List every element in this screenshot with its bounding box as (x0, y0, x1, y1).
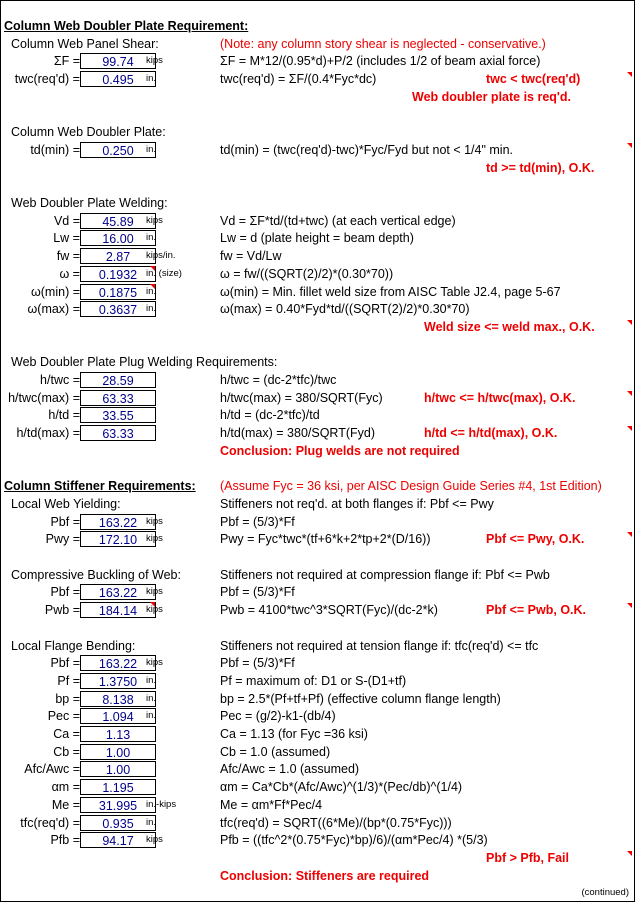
comment-marker-icon (627, 320, 632, 325)
formula-text: ω(min) = Min. fillet weld size from AISC Table J2.4, page 5-67 (220, 284, 561, 299)
formula-text: twc(req'd) = ΣF/(0.4*Fyc*dc) (220, 72, 377, 87)
variable-label: Pwb = (44, 603, 80, 618)
subsection-heading: Column Web Doubler Plate: (11, 125, 166, 140)
calc-row (0, 212, 635, 230)
calc-row (0, 583, 635, 601)
unit-label: in. (146, 143, 157, 155)
check-result: twc < twc(req'd) (486, 72, 581, 87)
formula-text: Lw = d (plate height = beam depth) (220, 231, 414, 246)
check-result: h/td <= h/td(max), O.K. (424, 426, 558, 441)
text-row (0, 867, 635, 885)
variable-label: Afc/Awc = (24, 762, 80, 777)
calc-row (0, 814, 635, 832)
text-row (0, 849, 635, 867)
variable-label: td(min) = (30, 142, 80, 157)
calc-row (0, 707, 635, 725)
calc-row (0, 672, 635, 690)
input-value-cell[interactable]: 94.17 (80, 832, 156, 848)
unit-label: kips/in. (146, 250, 176, 262)
unit-label: in. (146, 285, 157, 297)
section-heading: Column Stiffener Requirements: (4, 479, 196, 494)
input-value-cell[interactable]: 1.195 (80, 779, 156, 795)
variable-label: h/twc = (40, 373, 80, 387)
section-header-row (0, 17, 635, 35)
comment-marker-icon (627, 603, 632, 608)
variable-label: h/td = (48, 408, 80, 423)
check-result: Conclusion: Plug welds are not required (220, 443, 460, 458)
input-value-cell[interactable]: 0.1875 (80, 284, 156, 300)
input-value-cell[interactable]: 45.89 (80, 213, 156, 229)
subsection-heading: Local Web Yielding: (11, 496, 121, 511)
unit-label: kips (146, 214, 163, 226)
text-row (0, 619, 635, 637)
comment-marker-icon (150, 266, 155, 271)
section-heading: Column Web Doubler Plate Requirement: (4, 19, 249, 33)
unit-label: kips (146, 834, 163, 846)
calc-row (0, 70, 635, 88)
input-value-cell[interactable]: 0.3637 (80, 301, 156, 317)
formula-text: αm = Ca*Cb*(Afc/Awc)^(1/3)*(Pec/db)^(1/4) (220, 780, 463, 795)
input-value-cell[interactable]: 1.00 (80, 744, 156, 760)
formula-text: Ca = 1.13 (for Fyc =36 ksi) (220, 727, 368, 741)
subsection-heading: Web Doubler Plate Plug Welding Requirements: (11, 355, 278, 370)
variable-label: ω = (59, 266, 80, 281)
note-text: (Note: any column story shear is neglected - conservative.) (220, 36, 546, 51)
calc-row (0, 52, 635, 70)
unit-label: in. (146, 73, 157, 85)
calc-row (0, 229, 635, 247)
variable-label: Vd = (53, 213, 80, 228)
variable-label: h/twc(max) = (8, 390, 80, 405)
text-row (0, 566, 635, 584)
formula-text: Stiffeners not req'd. at both flanges if: Pbf <= Pwy (220, 496, 494, 511)
input-value-cell[interactable]: 31.995 (80, 797, 156, 813)
formula-text: Stiffeners not required at compression flange if: Pbf <= Pwb (220, 567, 550, 582)
text-row (0, 460, 635, 478)
input-value-cell[interactable]: 0.1932 (80, 266, 156, 282)
text-row (0, 637, 635, 655)
variable-label: Pf = (57, 673, 80, 688)
variable-label: h/td(max) = (16, 426, 80, 441)
calc-row (0, 424, 635, 442)
calc-row (0, 743, 635, 761)
unit-label: kips (146, 586, 163, 598)
calc-row (0, 406, 635, 424)
variable-label: twc(req'd) = (14, 72, 80, 87)
subsection-heading: Web Doubler Plate Welding: (11, 196, 168, 210)
check-result: Web doubler plate is req'd. (412, 89, 572, 104)
input-value-cell[interactable]: 1.094 (80, 708, 156, 724)
text-row (0, 495, 635, 513)
check-result: Pbf <= Pwb, O.K. (486, 603, 587, 618)
variable-label: Pwy = (45, 532, 80, 547)
note-text: (Assume Fyc = 36 ksi, per AISC Design Guide Series #4, 1st Edition) (220, 479, 602, 494)
input-value-cell[interactable]: 0.495 (80, 71, 156, 87)
text-row (0, 548, 635, 566)
comment-marker-icon (627, 391, 632, 396)
formula-text: Pwy = Fyc*twc*(tf+6*k+2*tp+2*(D/16)) (220, 532, 431, 547)
input-value-cell[interactable]: 163.22 (80, 514, 156, 530)
check-result: td >= td(min), O.K. (486, 160, 595, 175)
formula-text: Pfb = ((tfc^2*(0.75*Fyc)*bp)/6)/(αm*Pec/4) *(5/3) (220, 833, 488, 848)
formula-text: h/twc = (dc-2*tfc)/twc (220, 373, 337, 387)
calc-row (0, 530, 635, 548)
input-value-cell[interactable]: 1.3750 (80, 673, 156, 689)
calc-row (0, 601, 635, 619)
variable-label: αm = (51, 780, 80, 795)
formula-text: h/td = (dc-2*tfc)/td (220, 408, 320, 423)
text-row (0, 88, 635, 106)
formula-text: fw = Vd/Lw (220, 249, 282, 264)
variable-label: tfc(req'd) = (20, 815, 80, 830)
check-result: Pbf > Pfb, Fail (486, 850, 569, 865)
input-value-cell[interactable]: 1.00 (80, 761, 156, 777)
unit-label: kips (146, 657, 163, 669)
variable-label: Pbf = (50, 656, 80, 671)
calc-row (0, 300, 635, 318)
text-row (0, 35, 635, 53)
formula-text: td(min) = (twc(req'd)-twc)*Fyc/Fyd but not < 1/4" min. (220, 142, 514, 157)
formula-text: Pec = (g/2)-k1-(db/4) (220, 709, 336, 724)
subsection-heading: Compressive Buckling of Web: (11, 567, 181, 582)
unit-label: in. (size) (146, 267, 182, 279)
comment-marker-icon (627, 143, 632, 148)
input-value-cell[interactable]: 28.59 (80, 372, 156, 388)
formula-text: ω = fw/((SQRT(2)/2)*(0.30*70)) (220, 266, 394, 281)
unit-label: in. (146, 816, 157, 828)
section-header-row (0, 477, 635, 495)
text-row (0, 194, 635, 212)
comment-marker-icon (627, 72, 632, 77)
text-row (0, 176, 635, 194)
variable-label: ω(max) = (27, 302, 80, 317)
subsection-heading: Column Web Panel Shear: (11, 36, 159, 51)
calc-row (0, 141, 635, 159)
calc-row (0, 513, 635, 531)
variable-label: fw = (56, 249, 80, 264)
input-value-cell[interactable]: 184.14 (80, 602, 156, 618)
formula-text: h/twc(max) = 380/SQRT(Fyc) (220, 390, 383, 405)
calc-row (0, 831, 635, 849)
variable-label: Pfb = (50, 833, 80, 848)
comment-marker-icon (627, 426, 632, 431)
input-value-cell[interactable]: 163.22 (80, 655, 156, 671)
variable-label: Ca = (53, 727, 80, 741)
formula-text: ω(max) = 0.40*Fyd*td/((SQRT(2)/2)*0.30*70) (220, 302, 470, 317)
unit-label: kips (146, 533, 163, 545)
calc-row (0, 760, 635, 778)
input-value-cell[interactable]: 172.10 (80, 531, 156, 547)
formula-text: Pbf = (5/3)*Ff (220, 514, 295, 529)
variable-label: Cb = (53, 744, 80, 759)
unit-label: in. (146, 692, 157, 704)
variable-label: ω(min) = (31, 284, 80, 299)
formula-text: Pwb = 4100*twc^3*SQRT(Fyc)/(dc-2*k) (220, 603, 438, 618)
formula-text: Pbf = (5/3)*Ff (220, 585, 295, 600)
formula-text: Afc/Awc = 1.0 (assumed) (220, 762, 360, 777)
variable-label: Pbf = (50, 585, 80, 600)
subsection-heading: Local Flange Bending: (11, 638, 136, 653)
unit-label: kips (146, 604, 163, 616)
calc-row (0, 283, 635, 301)
calc-row (0, 796, 635, 814)
text-row (0, 353, 635, 371)
calc-row (0, 725, 635, 743)
variable-label: ΣF = (53, 54, 80, 69)
formula-text: Me = αm*Ff*Pec/4 (220, 797, 323, 812)
input-value-cell[interactable]: 63.33 (80, 425, 156, 441)
text-row (0, 159, 635, 177)
calc-row (0, 654, 635, 672)
input-value-cell[interactable]: 1.13 (80, 726, 156, 742)
unit-label: kips (146, 515, 163, 527)
variable-label: Lw = (53, 231, 80, 246)
formula-text: Stiffeners not required at tension flange if: tfc(req'd) <= tfc (220, 638, 539, 653)
calc-row (0, 690, 635, 708)
formula-text: Pbf = (5/3)*Ff (220, 656, 295, 671)
input-value-cell[interactable]: 8.138 (80, 691, 156, 707)
check-result: Pbf <= Pwy, O.K. (486, 532, 585, 547)
input-value-cell[interactable]: 0.250 (80, 142, 156, 158)
unit-label: in. (146, 710, 157, 722)
calc-row (0, 389, 635, 407)
unit-label: in. (146, 303, 157, 315)
input-value-cell[interactable]: 33.55 (80, 407, 156, 423)
input-value-cell[interactable]: 16.00 (80, 230, 156, 246)
formula-text: Pf = maximum of: D1 or S-(D1+tf) (220, 673, 407, 688)
unit-label: kips (146, 55, 163, 67)
text-row (0, 336, 635, 354)
input-value-cell[interactable]: 163.22 (80, 584, 156, 600)
formula-text: Vd = ΣF*td/(td+twc) (at each vertical edge) (220, 213, 456, 228)
input-value-cell[interactable]: 99.74 (80, 53, 156, 69)
input-value-cell[interactable]: 63.33 (80, 390, 156, 406)
text-row (0, 442, 635, 460)
unit-label: in.-kips (146, 798, 177, 810)
variable-label: Me = (51, 797, 80, 812)
formula-text: h/td(max) = 380/SQRT(Fyd) (220, 426, 376, 441)
input-value-cell[interactable]: 0.935 (80, 815, 156, 831)
formula-text: ΣF = M*12/(0.95*d)+P/2 (includes 1/2 of beam axial force) (220, 54, 541, 69)
text-row (0, 318, 635, 336)
continued-note: (continued) (581, 887, 629, 898)
formula-text: bp = 2.5*(Pf+tf+Pf) (effective column flange length) (220, 691, 501, 706)
formula-text: tfc(req'd) = SQRT((6*Me)/(bp*(0.75*Fyc))) (220, 815, 452, 830)
variable-label: Pbf = (50, 514, 80, 529)
variable-label: Pec = (47, 709, 80, 724)
variable-label: bp = (55, 691, 80, 706)
comment-marker-icon (627, 851, 632, 856)
check-result: Weld size <= weld max., O.K. (424, 319, 595, 334)
comment-marker-icon (150, 284, 155, 289)
check-result: Conclusion: Stiffeners are required (220, 868, 430, 883)
comment-marker-icon (627, 532, 632, 537)
comment-marker-icon (150, 602, 155, 607)
text-row (0, 123, 635, 141)
unit-label: in. (146, 674, 157, 686)
unit-label: in. (146, 232, 157, 244)
check-result: h/twc <= h/twc(max), O.K. (424, 390, 576, 405)
calc-row (0, 371, 635, 389)
text-row (0, 106, 635, 124)
input-value-cell[interactable]: 2.87 (80, 248, 156, 264)
formula-text: Cb = 1.0 (assumed) (220, 744, 331, 759)
calc-row (0, 778, 635, 796)
calc-row (0, 265, 635, 283)
calc-row (0, 247, 635, 265)
